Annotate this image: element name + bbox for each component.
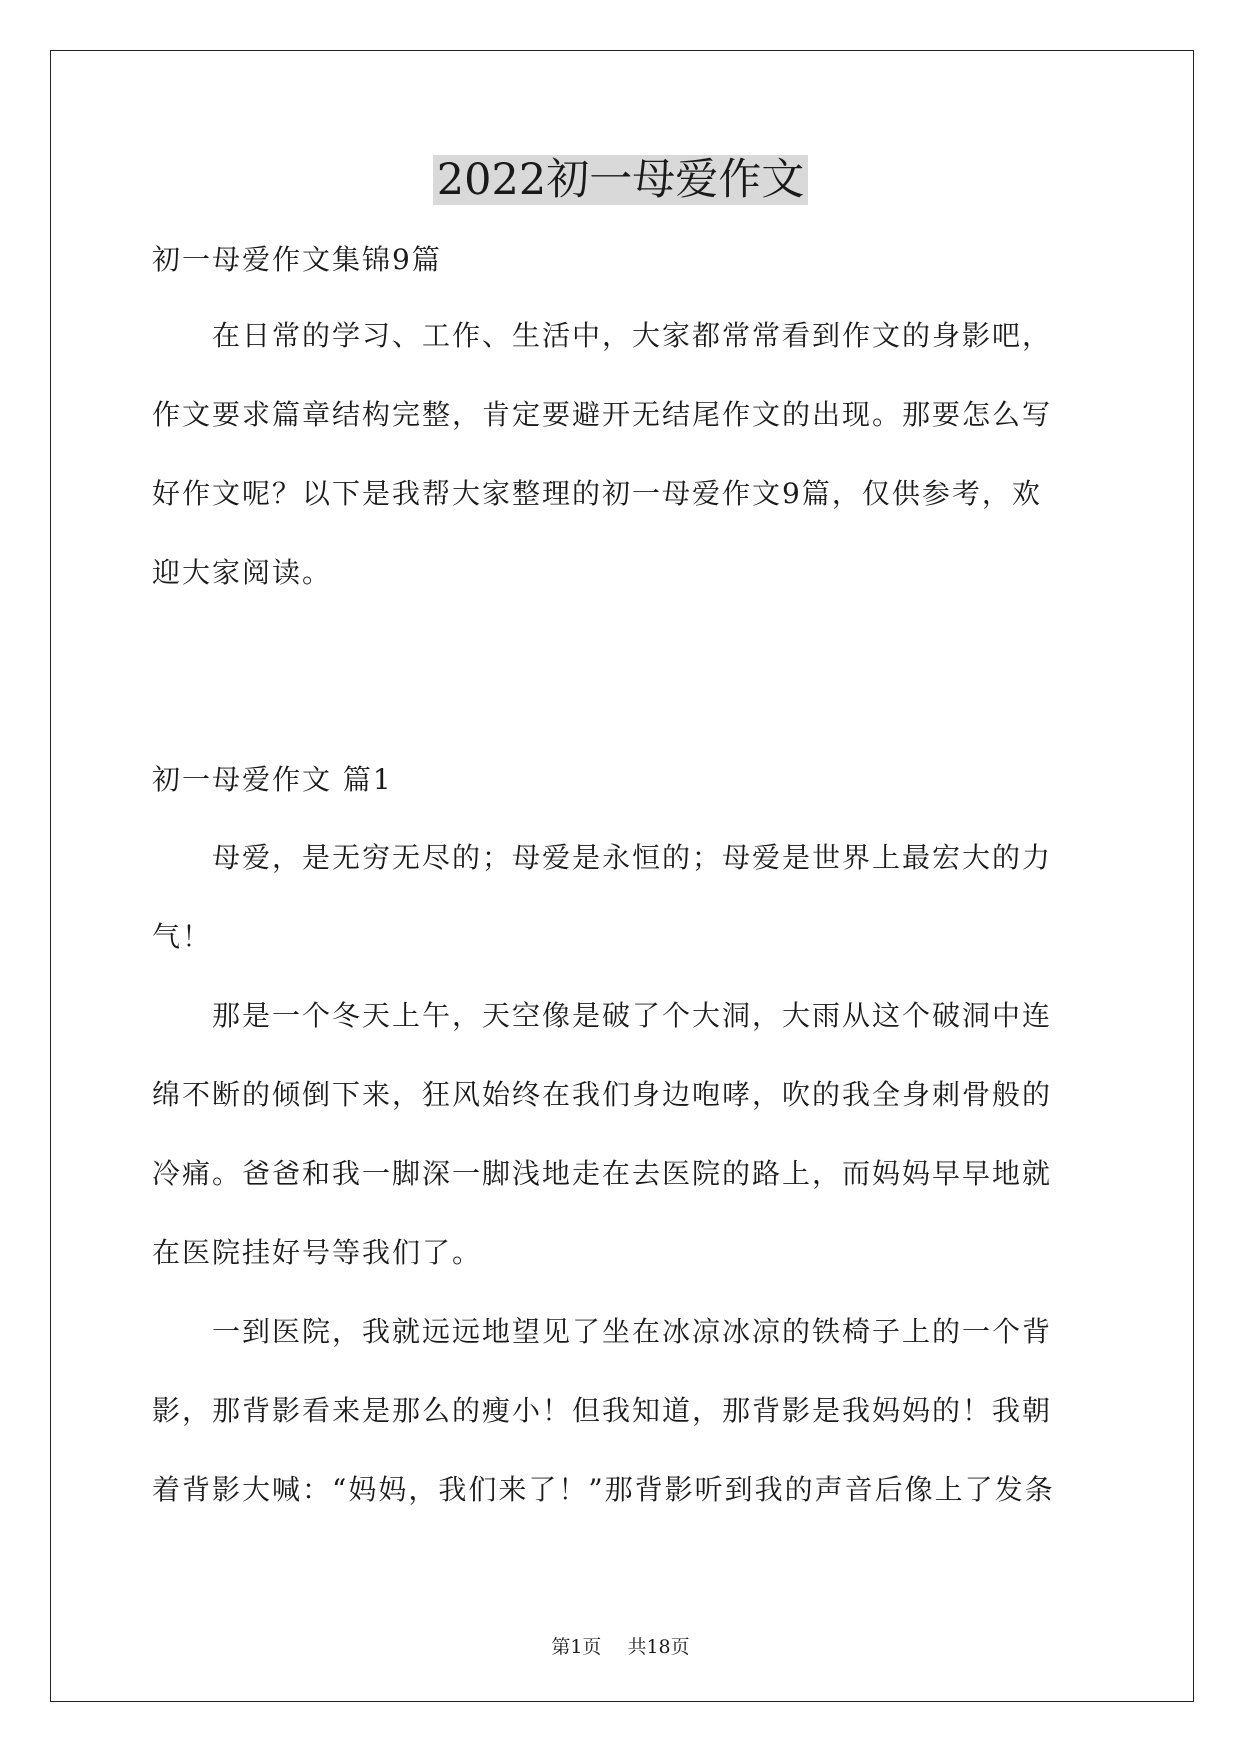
document-subtitle: 初一母爱作文集锦9篇 bbox=[152, 243, 442, 276]
text-line: 母爱，是无穷无尽的；母爱是永恒的；母爱是世界上最宏大的力 bbox=[152, 841, 1053, 874]
text-line: 那是一个冬天上午，天空像是破了个大洞，大雨从这个破洞中连 bbox=[152, 999, 1053, 1032]
text-line: 作文要求篇章结构完整，肯定要避开无结尾作文的出现。那要怎么写 bbox=[152, 398, 1053, 431]
text-line: 绵不断的倾倒下来，狂风始终在我们身边咆哮，吹的我全身刺骨般的 bbox=[152, 1078, 1053, 1111]
text-line: 影，那背影看来是那么的瘦小！但我知道，那背影是我妈妈的！我朝 bbox=[152, 1394, 1053, 1427]
text-line: 冷痛。爸爸和我一脚深一脚浅地走在去医院的路上，而妈妈早早地就 bbox=[152, 1157, 1053, 1190]
text-line: 一到医院，我就远远地望见了坐在冰凉冰凉的铁椅子上的一个背 bbox=[152, 1315, 1053, 1348]
page-number: 第1页 bbox=[551, 1636, 602, 1658]
text-line: 气！ bbox=[152, 920, 213, 953]
page-total: 共18页 bbox=[627, 1636, 690, 1658]
text-line: 着背影大喊：“妈妈，我们来了！”那背影听到我的声音后像上了发条 bbox=[152, 1473, 1055, 1506]
text-line: 迎大家阅读。 bbox=[152, 556, 333, 589]
text-line: 在日常的学习、工作、生活中，大家都常常看到作文的身影吧， bbox=[152, 319, 1053, 352]
section-heading: 初一母爱作文 篇1 bbox=[152, 763, 393, 796]
text-line: 好作文呢？以下是我帮大家整理的初一母爱作文9篇，仅供参考，欢 bbox=[152, 477, 1042, 510]
intro-paragraph bbox=[152, 296, 1090, 612]
document-title bbox=[0, 150, 1241, 210]
document-title-text: 2022初一母爱作文 bbox=[433, 155, 808, 205]
page-footer bbox=[0, 1634, 1241, 1660]
text-line: 在医院挂好号等我们了。 bbox=[152, 1236, 483, 1269]
body-paragraphs bbox=[152, 818, 1090, 1529]
